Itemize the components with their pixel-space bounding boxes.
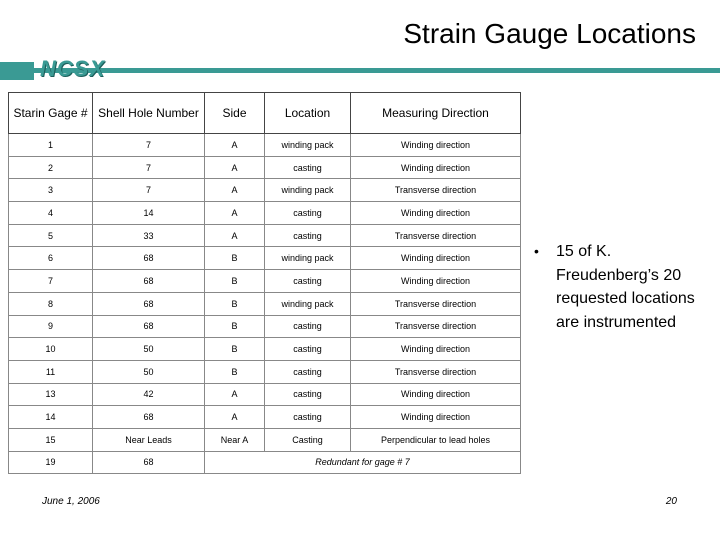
cell-gage: 6 — [9, 247, 93, 270]
cell-gage: 15 — [9, 428, 93, 451]
cell-side: Near A — [205, 428, 265, 451]
table-row — [9, 383, 521, 406]
header-direction: Measuring Direction — [351, 93, 521, 134]
table-row — [9, 202, 521, 225]
table-row — [9, 156, 521, 179]
cell-location: casting — [265, 383, 351, 406]
cell-shell-hole: Near Leads — [93, 428, 205, 451]
table-row — [9, 451, 521, 474]
cell-gage: 9 — [9, 315, 93, 338]
cell-direction: Winding direction — [351, 134, 521, 157]
cell-shell-hole: 33 — [93, 224, 205, 247]
header-rule — [0, 68, 720, 73]
cell-side: B — [205, 247, 265, 270]
cell-gage: 4 — [9, 202, 93, 225]
cell-shell-hole: 68 — [93, 451, 205, 474]
page-number: 20 — [665, 496, 677, 507]
table-row — [9, 179, 521, 202]
cell-gage: 5 — [9, 224, 93, 247]
cell-direction: Winding direction — [351, 406, 521, 429]
cell-shell-hole: 68 — [93, 292, 205, 315]
table-row — [9, 134, 521, 157]
cell-direction: Winding direction — [351, 247, 521, 270]
cell-gage: 10 — [9, 338, 93, 361]
cell-direction: Perpendicular to lead holes — [351, 428, 521, 451]
cell-location: winding pack — [265, 134, 351, 157]
cell-location: casting — [265, 224, 351, 247]
bullet-symbol: • — [534, 243, 539, 259]
cell-location: casting — [265, 156, 351, 179]
cell-shell-hole: 7 — [93, 156, 205, 179]
header-location: Location — [265, 93, 351, 134]
cell-direction: Transverse direction — [351, 360, 521, 383]
cell-gage: 14 — [9, 406, 93, 429]
cell-side: A — [205, 179, 265, 202]
cell-location: Casting — [265, 428, 351, 451]
cell-side: A — [205, 406, 265, 429]
cell-gage: 3 — [9, 179, 93, 202]
cell-shell-hole: 68 — [93, 247, 205, 270]
table-row — [9, 406, 521, 429]
cell-location: casting — [265, 315, 351, 338]
cell-direction: Winding direction — [351, 270, 521, 293]
cell-direction: Winding direction — [351, 338, 521, 361]
cell-direction: Transverse direction — [351, 179, 521, 202]
cell-side: B — [205, 292, 265, 315]
cell-side: A — [205, 383, 265, 406]
cell-location: casting — [265, 360, 351, 383]
cell-side: B — [205, 338, 265, 361]
cell-direction: Transverse direction — [351, 224, 521, 247]
table-row — [9, 292, 521, 315]
cell-shell-hole: 14 — [93, 202, 205, 225]
table-header-row — [9, 93, 521, 134]
cell-shell-hole: 7 — [93, 134, 205, 157]
cell-location: winding pack — [265, 292, 351, 315]
cell-direction: Transverse direction — [351, 315, 521, 338]
table-row — [9, 224, 521, 247]
cell-side: B — [205, 315, 265, 338]
table-row — [9, 270, 521, 293]
cell-side: A — [205, 156, 265, 179]
table-row — [9, 247, 521, 270]
cell-shell-hole: 68 — [93, 315, 205, 338]
header-gage: Starin Gage # — [9, 93, 93, 134]
footer-date: June 1, 2006 — [42, 496, 100, 507]
cell-location: casting — [265, 202, 351, 225]
cell-side: B — [205, 270, 265, 293]
cell-direction: Winding direction — [351, 156, 521, 179]
cell-shell-hole: 50 — [93, 338, 205, 361]
cell-location: casting — [265, 270, 351, 293]
cell-gage: 7 — [9, 270, 93, 293]
cell-gage: 13 — [9, 383, 93, 406]
cell-shell-hole: 50 — [93, 360, 205, 383]
cell-side: B — [205, 360, 265, 383]
table-row — [9, 428, 521, 451]
cell-location: winding pack — [265, 179, 351, 202]
cell-side: A — [205, 134, 265, 157]
ncsx-logo: NCSX — [40, 56, 106, 81]
strain-gauge-table — [8, 92, 521, 474]
cell-side: A — [205, 224, 265, 247]
cell-gage: 19 — [9, 451, 93, 474]
bullet-point — [534, 240, 714, 334]
cell-shell-hole: 68 — [93, 270, 205, 293]
cell-shell-hole: 7 — [93, 179, 205, 202]
cell-shell-hole: 68 — [93, 406, 205, 429]
redundant-note: Redundant for gage # 7 — [205, 451, 521, 474]
cell-location: casting — [265, 338, 351, 361]
header-side: Side — [205, 93, 265, 134]
cell-gage: 8 — [9, 292, 93, 315]
slide-title: Strain Gauge Locations — [403, 18, 696, 49]
table-body — [9, 134, 521, 474]
cell-location: casting — [265, 406, 351, 429]
cell-side: A — [205, 202, 265, 225]
cell-gage: 1 — [9, 134, 93, 157]
table-row — [9, 315, 521, 338]
cell-location: winding pack — [265, 247, 351, 270]
cell-direction: Transverse direction — [351, 292, 521, 315]
header-shell-hole: Shell Hole Number — [93, 93, 205, 134]
cell-direction: Winding direction — [351, 202, 521, 225]
cell-shell-hole: 42 — [93, 383, 205, 406]
table-row — [9, 338, 521, 361]
table-row — [9, 360, 521, 383]
cell-gage: 2 — [9, 156, 93, 179]
cell-direction: Winding direction — [351, 383, 521, 406]
cell-gage: 11 — [9, 360, 93, 383]
bullet-text: 15 of K. Freudenberg’s 20 requested locations are instrumented — [556, 243, 695, 331]
